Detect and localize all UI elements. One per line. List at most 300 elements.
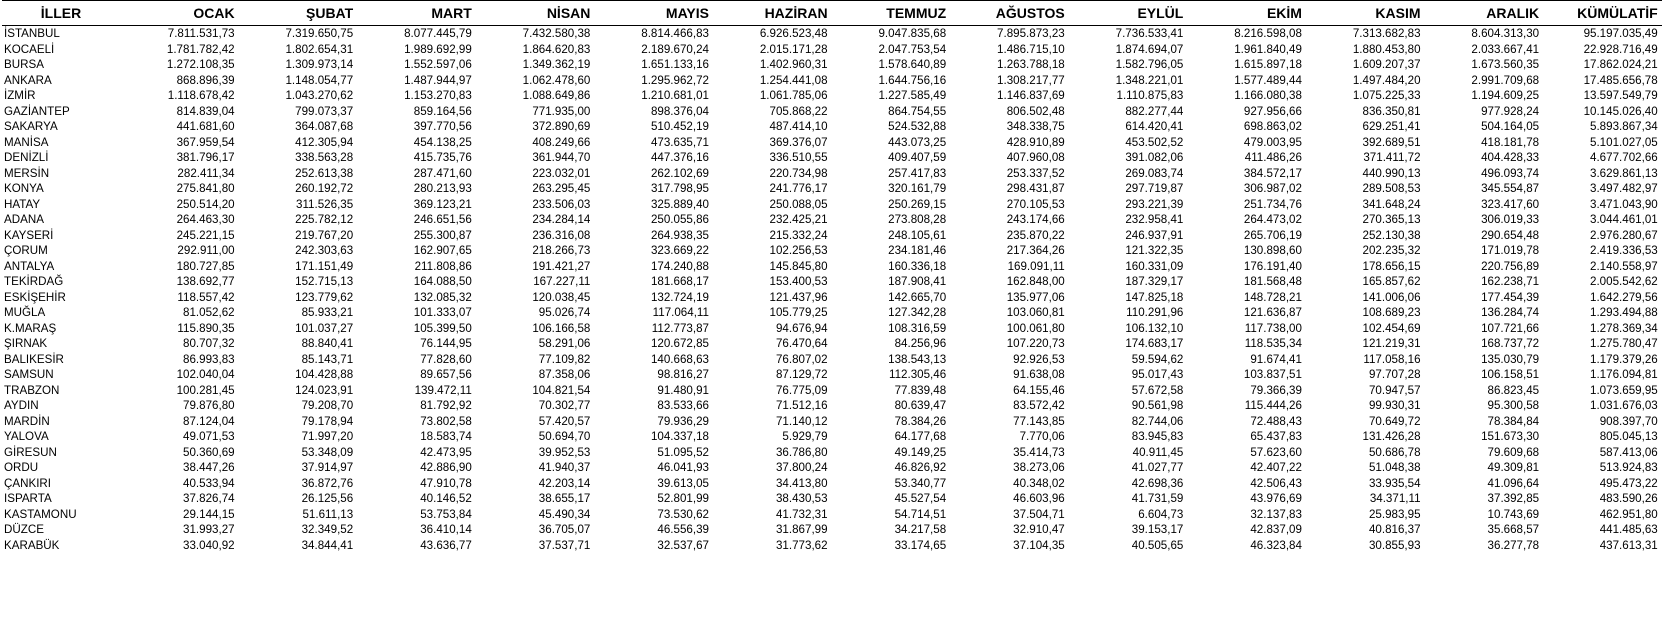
value-cell: 97.707,28 — [1368, 368, 1421, 381]
value-cell: 41.940,37 — [538, 461, 591, 474]
table-row — [2, 336, 1662, 352]
value-cell: 293.221,39 — [1125, 197, 1184, 211]
province-name: ANKARA — [4, 73, 52, 87]
value-cell: 1.043.270,62 — [285, 89, 354, 102]
value-cell: 87.124,04 — [183, 414, 235, 428]
value-cell: 927.956,66 — [1243, 104, 1302, 118]
value-cell: 5.929,79 — [782, 430, 828, 443]
value-cell: 174.240,88 — [650, 259, 709, 273]
value-cell: 81.792,92 — [420, 399, 472, 412]
value-cell: 121.636,87 — [1243, 306, 1302, 319]
value-cell: 1.176.094,81 — [1590, 368, 1658, 381]
province-name: KARABÜK — [4, 538, 60, 552]
value-cell: 292.911,00 — [177, 244, 235, 257]
column-header-13: KÜMÜLATİF — [1543, 1, 1662, 26]
province-name: KOCAELİ — [4, 42, 55, 56]
value-cell: 80.707,32 — [183, 337, 235, 350]
value-cell: 140.668,63 — [650, 352, 709, 366]
value-cell: 73.802,58 — [420, 414, 472, 428]
value-cell: 117.064,11 — [652, 306, 709, 319]
value-cell: 139.472,11 — [414, 383, 472, 397]
value-cell: 107.721,66 — [1481, 321, 1540, 335]
value-cell: 40.533,94 — [183, 476, 235, 490]
value-cell: 462.951,80 — [1599, 507, 1658, 521]
value-cell: 32.537,67 — [657, 538, 709, 552]
value-cell: 10.743,69 — [1487, 507, 1540, 521]
value-cell: 7.432.580,38 — [522, 27, 591, 40]
value-cell: 121.437,96 — [769, 290, 828, 304]
value-cell: 3.497.482,97 — [1590, 182, 1658, 195]
value-cell: 165.857,62 — [1362, 275, 1421, 288]
value-cell: 408.249,66 — [532, 135, 591, 149]
value-cell: 42.837,09 — [1250, 523, 1302, 536]
column-header-9: EYLÜL — [1069, 1, 1188, 26]
value-cell: 95.197.035,49 — [1583, 27, 1658, 40]
value-cell: 30.855,93 — [1368, 538, 1421, 552]
value-cell: 151.673,30 — [1481, 430, 1540, 443]
value-cell: 57.623,60 — [1250, 445, 1302, 459]
value-cell: 77.109,82 — [538, 352, 591, 366]
value-cell: 705.868,22 — [769, 104, 828, 118]
value-cell: 98.816,27 — [657, 368, 709, 381]
table-row — [2, 88, 1662, 104]
value-cell: 78.384,84 — [1487, 414, 1540, 428]
value-cell: 1.874.694,07 — [1115, 42, 1184, 56]
value-cell: 7.895.873,23 — [997, 27, 1065, 40]
value-cell: 1.880.453,80 — [1352, 42, 1421, 56]
value-cell: 2.033.667,41 — [1471, 42, 1540, 56]
value-cell: 269.083,74 — [1125, 166, 1184, 180]
value-cell: 112.305,46 — [888, 368, 947, 381]
value-cell: 76.807,02 — [775, 352, 828, 366]
value-cell: 40.505,65 — [1131, 538, 1184, 552]
value-cell: 219.767,20 — [295, 228, 354, 242]
value-cell: 264.473,02 — [1243, 213, 1302, 226]
value-cell: 152.715,13 — [295, 275, 354, 288]
value-cell: 220.756,89 — [1481, 259, 1540, 273]
value-cell: 5.893.867,34 — [1590, 120, 1658, 133]
value-cell: 171.019,78 — [1481, 244, 1540, 257]
value-cell: 453.502,52 — [1125, 135, 1184, 149]
province-name: ISPARTA — [4, 492, 52, 505]
value-cell: 92.926,53 — [1013, 352, 1065, 366]
table-row — [2, 429, 1662, 445]
value-cell: 85.933,21 — [301, 306, 354, 319]
value-cell: 483.590,26 — [1599, 492, 1658, 505]
value-cell: 1.146.837,69 — [997, 89, 1065, 102]
province-name: TEKİRDAĞ — [4, 275, 64, 288]
value-cell: 31.867,99 — [775, 523, 828, 536]
value-cell: 121.322,35 — [1125, 244, 1184, 257]
value-cell: 32.137,83 — [1250, 507, 1302, 521]
value-cell: 136.284,74 — [1481, 306, 1540, 319]
value-cell: 78.384,26 — [894, 414, 947, 428]
province-name: DÜZCE — [4, 523, 44, 536]
value-cell: 80.639,47 — [894, 399, 947, 412]
value-cell: 6.604,73 — [1138, 507, 1184, 521]
value-cell: 40.911,45 — [1132, 445, 1184, 459]
value-cell: 1.802.654,31 — [285, 42, 354, 56]
value-cell: 250.269,15 — [888, 197, 947, 211]
value-cell: 51.611,13 — [302, 507, 354, 521]
value-cell: 270.105,53 — [1006, 197, 1065, 211]
value-cell: 31.993,27 — [183, 523, 235, 536]
value-cell: 325.889,40 — [650, 197, 709, 211]
value-cell: 168.737,72 — [1481, 337, 1540, 350]
value-cell: 79.876,80 — [183, 399, 235, 412]
value-cell: 1.088.649,86 — [522, 89, 591, 102]
value-cell: 70.649,72 — [1368, 414, 1421, 428]
column-header-3: MART — [357, 1, 476, 26]
value-cell: 187.908,41 — [888, 275, 947, 288]
value-cell: 275.841,80 — [176, 182, 235, 195]
value-cell: 311.526,35 — [296, 197, 354, 211]
table-row — [2, 367, 1662, 383]
province-name: MARDİN — [4, 414, 50, 428]
value-cell: 33.935,54 — [1368, 476, 1421, 490]
value-cell: 89.657,56 — [420, 368, 472, 381]
value-cell: 145.845,80 — [769, 259, 828, 273]
value-cell: 397.770,56 — [413, 120, 472, 133]
column-header-11: KASIM — [1306, 1, 1425, 26]
value-cell: 124.023,91 — [295, 383, 354, 397]
value-cell: 95.017,43 — [1131, 368, 1184, 381]
value-cell: 282.411,34 — [177, 166, 235, 180]
value-cell: 79.208,70 — [301, 399, 354, 412]
value-cell: 908.397,70 — [1599, 414, 1658, 428]
value-cell: 265.706,19 — [1243, 228, 1302, 242]
province-name: SAMSUN — [4, 368, 54, 381]
value-cell: 91.674,41 — [1250, 352, 1302, 366]
value-cell: 46.826,92 — [894, 461, 947, 474]
value-cell: 441.681,60 — [176, 120, 235, 133]
value-cell: 58.291,06 — [538, 337, 591, 350]
value-cell: 177.454,39 — [1481, 290, 1540, 304]
value-cell: 225.782,12 — [295, 213, 354, 226]
value-cell: 215.332,24 — [769, 228, 828, 242]
value-cell: 53.340,77 — [894, 476, 947, 490]
value-cell: 41.731,59 — [1131, 492, 1184, 505]
value-cell: 174.683,17 — [1125, 337, 1184, 350]
value-cell: 38.655,17 — [538, 492, 591, 505]
value-cell: 1.552.597,06 — [404, 58, 472, 71]
value-cell: 105.399,50 — [413, 321, 472, 335]
table-row — [2, 274, 1662, 290]
value-cell: 37.914,97 — [301, 461, 354, 474]
value-cell: 32.349,52 — [301, 523, 354, 536]
value-cell: 115.890,35 — [177, 321, 235, 335]
value-cell: 108.316,59 — [888, 321, 947, 335]
value-cell: 112.773,87 — [651, 321, 709, 335]
value-cell: 1.309.973,14 — [285, 58, 354, 71]
value-cell: 39.952,53 — [538, 445, 591, 459]
value-cell: 162.848,00 — [1006, 275, 1065, 288]
value-cell: 977.928,24 — [1481, 104, 1540, 118]
value-cell: 1.578.640,89 — [878, 58, 947, 71]
value-cell: 496.093,74 — [1481, 166, 1540, 180]
province-name: İZMİR — [4, 89, 36, 102]
column-header-12: ARALIK — [1425, 1, 1544, 26]
value-cell: 38.273,06 — [1013, 461, 1065, 474]
column-header-7: TEMMUZ — [832, 1, 951, 26]
province-name: ŞIRNAK — [4, 337, 48, 350]
column-header-2: ŞUBAT — [239, 1, 358, 26]
value-cell: 35.414,73 — [1013, 445, 1065, 459]
value-cell: 18.583,74 — [420, 430, 472, 443]
value-cell: 106.166,58 — [532, 321, 591, 335]
value-cell: 260.192,72 — [295, 182, 354, 195]
value-cell: 443.073,25 — [888, 135, 947, 149]
value-cell: 94.676,94 — [775, 321, 828, 335]
value-cell: 181.568,48 — [1243, 275, 1302, 288]
value-cell: 1.073.659,95 — [1590, 383, 1658, 397]
value-cell: 22.928.716,49 — [1583, 42, 1658, 56]
value-cell: 95.026,74 — [538, 306, 591, 319]
table-row — [2, 491, 1662, 507]
value-cell: 392.689,51 — [1362, 135, 1421, 149]
value-cell: 241.776,17 — [769, 182, 828, 195]
value-cell: 1.582.796,05 — [1115, 58, 1184, 71]
province-name: ESKİŞEHİR — [4, 290, 66, 304]
value-cell: 1.275.780,47 — [1590, 337, 1658, 350]
value-cell: 13.597.549,79 — [1583, 89, 1658, 102]
province-name: MERSİN — [4, 166, 50, 180]
value-cell: 91.638,08 — [1013, 368, 1065, 381]
value-cell: 510.452,19 — [650, 120, 709, 133]
value-cell: 250.514,20 — [176, 197, 235, 211]
value-cell: 263.295,45 — [532, 182, 591, 195]
value-cell: 76.470,64 — [775, 337, 828, 350]
value-cell: 298.431,87 — [1006, 182, 1065, 195]
table-row — [2, 460, 1662, 476]
table-row — [2, 26, 1662, 42]
value-cell: 495.473,22 — [1599, 476, 1658, 490]
value-cell: 7.811.531,73 — [167, 27, 235, 40]
value-cell: 245.221,15 — [176, 228, 235, 242]
value-cell: 131.426,28 — [1362, 430, 1421, 443]
value-cell: 1.075.225,33 — [1352, 89, 1421, 102]
province-name: GAZİANTEP — [4, 104, 70, 118]
value-cell: 36.277,78 — [1487, 538, 1540, 552]
value-cell: 246.937,91 — [1125, 228, 1184, 242]
value-cell: 34.217,58 — [894, 523, 947, 536]
value-cell: 176.191,40 — [1243, 259, 1302, 273]
table-row — [2, 383, 1662, 399]
value-cell: 41.027,77 — [1131, 461, 1184, 474]
value-cell: 49.149,25 — [894, 445, 947, 459]
table-header — [2, 1, 1662, 26]
value-cell: 234.181,46 — [888, 244, 947, 257]
table-row — [2, 243, 1662, 259]
value-cell: 43.976,69 — [1250, 492, 1302, 505]
value-cell: 217.364,26 — [1006, 244, 1065, 257]
value-cell: 103.837,51 — [1243, 368, 1302, 381]
value-cell: 2.047.753,54 — [878, 42, 947, 56]
value-cell: 289.508,53 — [1362, 182, 1421, 195]
value-cell: 76.144,95 — [420, 337, 472, 350]
value-cell: 1.061.785,06 — [759, 89, 828, 102]
value-cell: 8.604.313,30 — [1471, 27, 1540, 40]
value-cell: 1.293.494,88 — [1590, 306, 1658, 319]
column-header-10: EKİM — [1187, 1, 1306, 26]
value-cell: 72.488,43 — [1250, 414, 1302, 428]
value-cell: 50.686,78 — [1368, 445, 1421, 459]
value-cell: 178.656,15 — [1362, 259, 1421, 273]
value-cell: 35.668,57 — [1487, 523, 1540, 536]
value-cell: 317.798,95 — [650, 182, 709, 195]
column-header-city: İLLER — [2, 1, 120, 26]
value-cell: 391.082,06 — [1125, 151, 1184, 164]
value-cell: 33.040,92 — [183, 538, 235, 552]
value-cell: 17.485.656,78 — [1583, 73, 1658, 87]
table-row — [2, 538, 1662, 554]
provinces-monthly-table — [2, 0, 1662, 553]
value-cell: 117.738,00 — [1244, 321, 1302, 335]
value-cell: 34.844,41 — [301, 538, 354, 552]
value-cell: 106.158,51 — [1481, 368, 1540, 381]
value-cell: 246.651,56 — [413, 213, 472, 226]
value-cell: 101.037,27 — [295, 321, 354, 335]
value-cell: 1.989.692,99 — [404, 42, 472, 56]
value-cell: 233.506,03 — [532, 197, 591, 211]
value-cell: 1.615.897,18 — [1234, 58, 1302, 71]
value-cell: 37.504,71 — [1013, 507, 1065, 521]
value-cell: 407.960,08 — [1006, 151, 1065, 164]
value-cell: 223.032,01 — [532, 166, 591, 180]
value-cell: 1.644.756,16 — [878, 73, 947, 87]
value-cell: 202.235,32 — [1362, 244, 1421, 257]
value-cell: 384.572,17 — [1243, 166, 1302, 180]
value-cell: 153.400,53 — [769, 275, 828, 288]
value-cell: 31.773,62 — [775, 538, 828, 552]
value-cell: 84.256,96 — [894, 337, 947, 350]
value-cell: 79.366,39 — [1250, 383, 1302, 397]
value-cell: 70.947,57 — [1368, 383, 1421, 397]
value-cell: 102.454,69 — [1362, 321, 1421, 335]
value-cell: 243.174,66 — [1006, 213, 1065, 226]
value-cell: 47.910,78 — [420, 476, 472, 490]
value-cell: 103.060,81 — [1006, 306, 1065, 319]
value-cell: 255.300,87 — [413, 228, 472, 242]
value-cell: 1.308.217,77 — [997, 73, 1065, 87]
province-name: KAYSERİ — [4, 228, 54, 242]
value-cell: 121.219,31 — [1362, 337, 1421, 350]
province-name: GİRESUN — [4, 445, 57, 459]
value-cell: 41.096,64 — [1487, 476, 1540, 490]
value-cell: 83.572,42 — [1013, 399, 1065, 412]
value-cell: 187.329,17 — [1125, 275, 1184, 288]
value-cell: 428.910,89 — [1006, 135, 1065, 149]
value-cell: 1.497.484,20 — [1352, 73, 1421, 87]
value-cell: 868.896,39 — [176, 73, 235, 87]
value-cell: 54.714,51 — [894, 507, 947, 521]
value-cell: 39.613,05 — [657, 476, 709, 490]
province-name: ORDU — [4, 461, 39, 474]
value-cell: 57.420,57 — [538, 414, 591, 428]
value-cell: 83.945,83 — [1131, 430, 1184, 443]
table-row — [2, 119, 1662, 135]
table-row — [2, 57, 1662, 73]
value-cell: 1.651.133,16 — [641, 58, 709, 71]
value-cell: 90.561,98 — [1131, 399, 1184, 412]
province-name: DENİZLİ — [4, 151, 49, 164]
value-cell: 135.030,79 — [1481, 352, 1540, 366]
province-name: BURSA — [4, 58, 44, 71]
value-cell: 138.543,13 — [888, 352, 947, 366]
value-cell: 46.556,39 — [657, 523, 709, 536]
value-cell: 162.907,65 — [413, 244, 472, 257]
value-cell: 447.376,16 — [650, 151, 709, 164]
value-cell: 306.019,33 — [1481, 213, 1540, 226]
value-cell: 280.213,93 — [413, 182, 472, 195]
table-row — [2, 181, 1662, 197]
value-cell: 64.155,46 — [1013, 383, 1065, 397]
header-row — [2, 1, 1662, 26]
value-cell: 36.786,80 — [775, 445, 828, 459]
value-cell: 1.402.960,31 — [759, 58, 828, 71]
province-name: HATAY — [4, 197, 41, 211]
value-cell: 2.189.670,24 — [641, 42, 709, 56]
value-cell: 614.420,41 — [1125, 120, 1184, 133]
value-cell: 1.031.676,03 — [1590, 399, 1658, 412]
value-cell: 1.349.362,19 — [522, 58, 591, 71]
value-cell: 37.800,24 — [775, 461, 828, 474]
value-cell: 361.944,70 — [532, 151, 591, 164]
value-cell: 100.281,45 — [176, 383, 235, 397]
province-name: K.MARAŞ — [4, 321, 57, 335]
value-cell: 59.594,62 — [1131, 352, 1184, 366]
value-cell: 234.284,14 — [532, 213, 591, 226]
column-header-4: NİSAN — [476, 1, 595, 26]
value-cell: 87.358,06 — [538, 368, 591, 381]
value-cell: 25.983,95 — [1368, 507, 1421, 521]
value-cell: 1.062.478,60 — [522, 73, 591, 87]
value-cell: 211.808,86 — [414, 259, 472, 273]
value-cell: 2.419.336,53 — [1590, 244, 1658, 257]
value-cell: 799.073,37 — [295, 104, 354, 118]
province-name: YALOVA — [4, 430, 49, 443]
value-cell: 1.254.441,08 — [759, 73, 828, 87]
value-cell: 38.430,53 — [775, 492, 828, 505]
value-cell: 367.959,54 — [176, 135, 235, 149]
table-row — [2, 290, 1662, 306]
value-cell: 45.490,34 — [538, 507, 591, 521]
value-cell: 102.256,53 — [769, 244, 828, 257]
value-cell: 42.506,43 — [1250, 476, 1302, 490]
value-cell: 1.263.788,18 — [997, 58, 1065, 71]
value-cell: 127.342,28 — [888, 306, 947, 319]
value-cell: 45.527,54 — [894, 492, 947, 505]
value-cell: 132.085,32 — [413, 290, 472, 304]
table-row — [2, 259, 1662, 275]
value-cell: 53.753,84 — [420, 507, 472, 521]
value-cell: 76.775,09 — [775, 383, 828, 397]
value-cell: 99.930,31 — [1368, 399, 1421, 412]
province-name: ADANA — [4, 213, 44, 226]
value-cell: 220.734,98 — [769, 166, 828, 180]
value-cell: 51.048,38 — [1368, 461, 1421, 474]
province-name: MANİSA — [4, 135, 49, 149]
value-cell: 42.407,22 — [1250, 461, 1302, 474]
value-cell: 46.603,96 — [1013, 492, 1065, 505]
province-name: ÇANKIRI — [4, 476, 52, 490]
value-cell: 7.736.533,41 — [1115, 27, 1184, 40]
value-cell: 441.485,63 — [1599, 523, 1658, 536]
value-cell: 53.348,09 — [301, 445, 354, 459]
value-cell: 1.577.489,44 — [1234, 73, 1302, 87]
table-body — [2, 26, 1662, 554]
value-cell: 42.886,90 — [420, 461, 472, 474]
